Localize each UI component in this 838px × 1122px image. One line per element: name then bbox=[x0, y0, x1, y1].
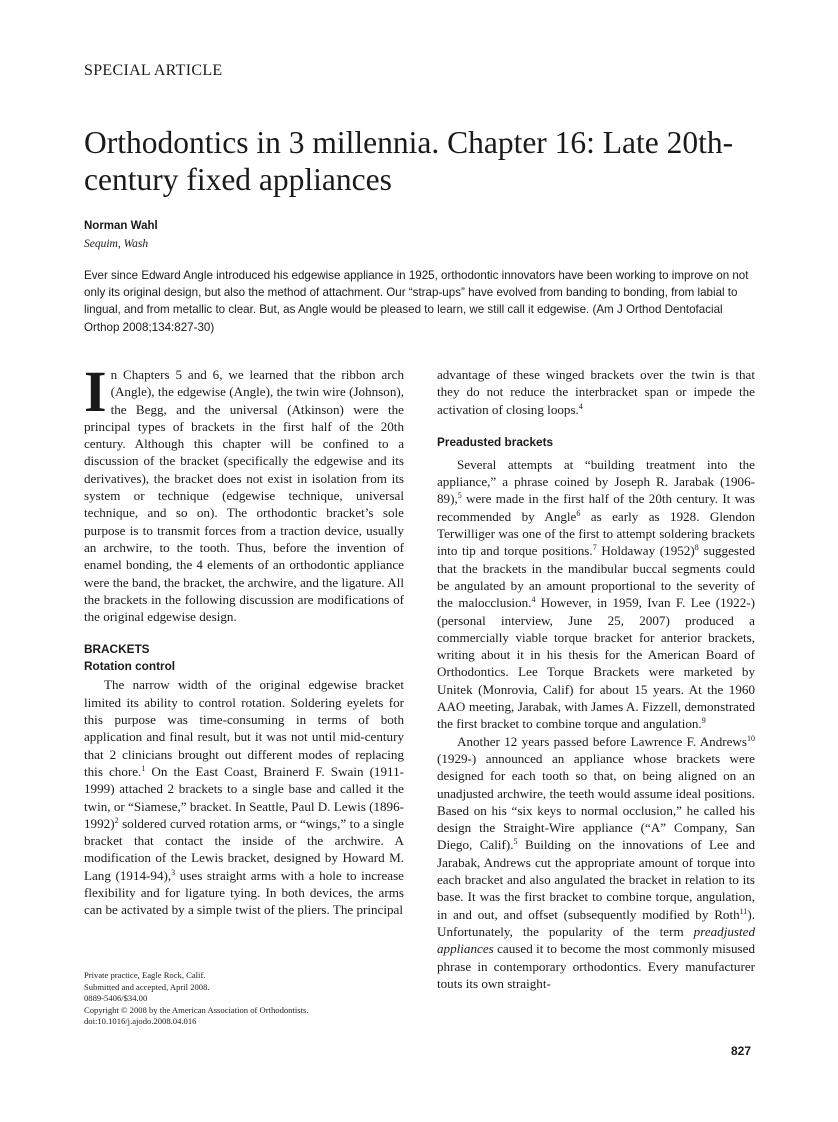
footnote-affiliation: Private practice, Eagle Rock, Calif. bbox=[84, 970, 206, 980]
subheading-rotation-control: Rotation control bbox=[84, 659, 176, 674]
page-number: 827 bbox=[731, 1044, 752, 1058]
reference-superscript: 1 bbox=[141, 763, 146, 773]
reference-superscript: 10 bbox=[747, 733, 755, 743]
body-paragraph bbox=[437, 366, 755, 418]
text-run: (1929-) announced an appliance whose brackets were designed for each tooth so that, on being aligned on an unadjusted archwire, the teeth would assume ideal positions. Based on his “six keys to normal occlusion,” he called his design the Straight-Wire appliance (“A” Company, San Diego, Calif). bbox=[437, 750, 755, 853]
intro-paragraph bbox=[84, 359, 404, 625]
reference-superscript: 5 bbox=[513, 837, 518, 847]
left-column bbox=[84, 359, 404, 919]
text-run: as early as 1928. Glendon Terwilliger was one of the first to attempt soldering brackets into tip and torque positions. bbox=[437, 508, 755, 559]
footnote-issn: 0889-5406/$34.00 bbox=[84, 993, 148, 1004]
footnotes bbox=[84, 970, 308, 1028]
text-run: preadjusted appliances bbox=[437, 923, 755, 957]
body-paragraph bbox=[437, 456, 755, 733]
reference-superscript: 8 bbox=[694, 543, 699, 553]
article-title: Orthodontics in 3 millennia. Chapter 16: Late 20th-century fixed appliances bbox=[84, 125, 734, 197]
footnote-submitted: Submitted and accepted, April 2008. bbox=[84, 981, 210, 992]
reference-superscript: 4 bbox=[578, 401, 583, 411]
reference-superscript: 4 bbox=[531, 595, 536, 605]
text-run: Several attempts at “building treatment into the appliance,” a phrase coined by Joseph R. Jarabak (1906-89), bbox=[437, 456, 755, 507]
text-run: Building on the innovations of Lee and Jarabak, Andrews cut the appropriate amount of torque into each bracket and also angulated the bracket in relation to its base. It was the first bracket to combine torque, angulation, in and out, and offset (subsequently modified by Roth bbox=[437, 837, 755, 922]
body-paragraph bbox=[437, 733, 755, 992]
text-run: The narrow width of the original edgewise bracket limited its ability to control rotation. Soldering eyelets for this purpose was time-consuming in terms of both application and final result, but it was not until mid-century that 2 clinicians brought out different modes of replacing this chore. bbox=[84, 677, 404, 779]
reference-superscript: 3 bbox=[171, 867, 176, 877]
reference-superscript: 11 bbox=[739, 906, 748, 916]
footnote-copyright: Copyright © 2008 by the American Association of Orthodontists. bbox=[84, 1004, 309, 1015]
reference-superscript: 2 bbox=[114, 815, 119, 825]
reference-superscript: 6 bbox=[576, 508, 581, 518]
section-heading-brackets: BRACKETS bbox=[84, 642, 150, 657]
text-run: However, in 1959, Ivan F. Lee (1922-) (personal interview, June 25, 2007) produced a commercially viable torque bracket for anterior brackets, writing about it in his thesis for the American Board of Orthodontics. Lee Torque Brackets were marketed by Unitek (Monrovia, Calif) for about 15 years. At the 1960 AAO meeting, Jarabak, with James A. Fizzell, demonstrated the first bracket to combine torque and angulation. bbox=[437, 595, 755, 732]
author-name: Norman Wahl bbox=[84, 220, 158, 232]
reference-superscript: 9 bbox=[701, 716, 706, 726]
text-run: suggested that the brackets in the mandibular buccal segments could be angulated by an amount proportional to the severity of the malocclusion. bbox=[437, 543, 755, 611]
reference-superscript: 7 bbox=[592, 543, 597, 553]
text-run: were made in the first half of the 20th century. It was recommended by Angle bbox=[437, 491, 755, 524]
text-run: advantage of these winged brackets over the twin is that they do not reduce the interbracket span or impede the activation of closing loops. bbox=[437, 367, 755, 417]
text-run: ). Unfortunately, the popularity of the term bbox=[437, 906, 755, 939]
text-run: caused it to become the most commonly misused phrase in contemporary orthodontics. Every manufacturer touts its own straight- bbox=[437, 941, 755, 991]
text-run: On the East Coast, Brainerd F. Swain (1911-1999) attached 2 brackets to a single base and called it the twin, or “Siamese,” bracket. In Seattle, Paul D. Lewis (1896-1992) bbox=[84, 763, 404, 831]
subheading-preadjusted-brackets: Preadusted brackets bbox=[437, 434, 554, 449]
abstract: Ever since Edward Angle introduced his edgewise appliance in 1925, orthodontic innovators have been working to improve on not only its original design, but also the method of attachment. Our “strap-ups” have evolved from banding to bonding, from labial to lingual, and from metallic to clear. But, as Angle would be pleased to learn, we still call it edgewise. (Am J Orthod Dentofacial Orthop 2008;134:827-30) bbox=[84, 269, 749, 334]
body-paragraph bbox=[84, 676, 404, 918]
text-run: n Chapters 5 and 6, we learned that the ribbon arch (Angle), the edgewise (Angle), the twin wire (Johnson), the Begg, and the universal (Atkinson) were the principal types of brackets in the first half of the 20th century. Although this chapter will be confined to a discussion of the bracket (specifically the edgewise and its derivatives), the bracket does not exist in isolation from its system or technique (edgewise technique, universal technique, and so on). The orthodontic bracket’s sole purpose is to transmit forces from a traction device, usually an archwire, to the tooth. Thus, before the invention of enamel bonding, the 4 elements of an orthodontic appliance were the band, the bracket, the archwire, and the ligature. All the brackets in the following discussion are modifications of the original edgewise design. bbox=[84, 367, 404, 625]
drop-cap: I bbox=[84, 359, 107, 424]
right-column bbox=[437, 366, 755, 992]
section-label: SPECIAL ARTICLE bbox=[84, 62, 223, 79]
reference-superscript: 5 bbox=[457, 491, 462, 501]
text-run: Another 12 years passed before Lawrence F. Andrews bbox=[457, 733, 747, 749]
footnote-doi: doi:10.1016/j.ajodo.2008.04.016 bbox=[84, 1016, 197, 1027]
text-run: Holdaway (1952) bbox=[596, 543, 695, 559]
author-affiliation: Sequim, Wash bbox=[84, 238, 149, 250]
text-run: soldered curved rotation arms, or “wings,” to a single bracket that contact the inside of the archwire. A modification of the Lewis bracket, designed by Howard M. Lang (1914-94), bbox=[84, 815, 404, 883]
text-run: uses straight arms with a hole to increase flexibility and for ligature tying. In both devices, the arms can be activated by a simple twist of the pliers. The principal bbox=[84, 867, 404, 918]
